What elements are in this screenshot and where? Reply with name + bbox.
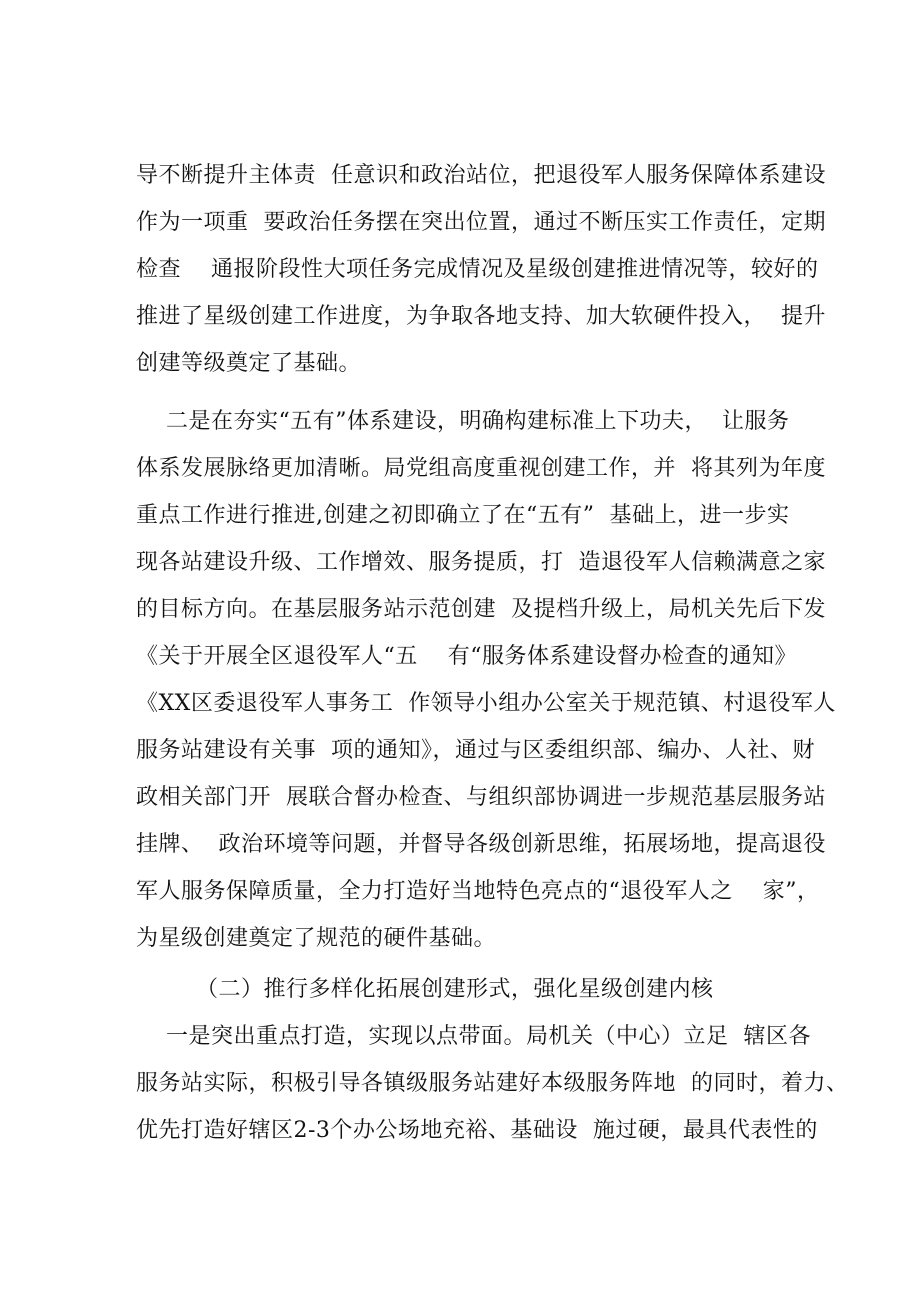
text-line: 政相关部门开 展联合督办检查、与组织部协调进一步规范基层服务站 [136,785,826,810]
text-line: 检查 通报阶段性大项任务完成情况及星级创建推进情况等，较好的 [136,257,819,282]
text-line: 军人服务保障质量，全力打造好当地特色亮点的“退役军人之 家”， [136,879,820,904]
text-line: 二是在夯实“五有”体系建设，明确构建标准上下功夫， 让服务 [136,409,790,434]
text-line: 服务站建设有关事 项的通知》，通过与区委组织部、编办、人社、财 [136,738,815,763]
text-line: 推进了星级创建工作进度，为争取各地支持、加大软硬件投入， 提升 [136,304,826,329]
text-line: 重点工作进行推进,创建之初即确立了在“五有” 基础上，进一步实 [136,503,790,528]
text-line: 作为一项重 要政治任务摆在突出位置，通过不断压实工作责任，定期 [136,210,826,235]
text-line: 的目标方向。在基层服务站示范创建 及提档升级上，局机关先后下发 [136,597,826,622]
text-line: 《关于开展全区退役军人“五 有“服务体系建设督办检查的通知》 [136,644,797,669]
text-line: 《XX区委退役军人事务工 作领导小组办公室关于规范镇、村退役军人 [136,691,836,716]
text-line: 一是突出重点打造，实现以点带面。局机关（中心）立足 辖区各 [136,1024,811,1049]
text-line: 导不断提升主体责 任意识和政治站位，把退役军人服务保障体系建设 [136,163,826,188]
text-line: 挂牌、 政治环境等问题，并督导各级创新思维，拓展场地，提高退役 [136,832,826,857]
section-heading: （二）推行多样化拓展创建形式，强化星级创建内核 [136,977,714,1002]
text-line: 创建等级奠定了基础。 [136,351,362,376]
text-line: 服务站实际，积极引导各镇级服务站建好本级服务阵地 的同时，着力、 [136,1071,849,1096]
text-line: 优先打造好辖区2-3个办公场地充裕、基础设 施过硬，最具代表性的 [136,1118,818,1143]
text-line: 体系发展脉络更加清晰。局党组高度重视创建工作，并 将其列为年度 [136,456,826,481]
text-line: 为星级创建奠定了规范的硬件基础。 [136,926,497,951]
text-line: 现各站建设升级、工作增效、服务提质，打 造退役军人信赖满意之家 [136,550,826,575]
